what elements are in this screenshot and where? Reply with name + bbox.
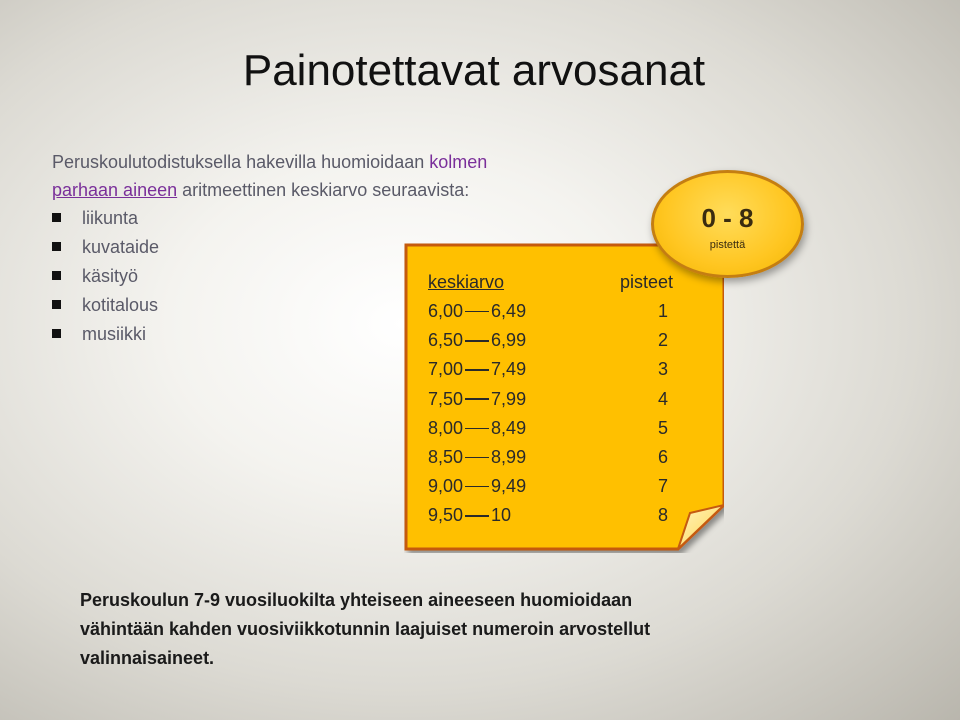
range-dash: [465, 486, 489, 488]
range-dash: [465, 428, 489, 430]
range-to: 8,99: [491, 446, 527, 467]
intro-text-part2: aritmeettinen keskiarvo seuraavista:: [177, 180, 470, 200]
average-range: [428, 414, 526, 443]
table-row: [428, 414, 673, 443]
list-item: [52, 320, 159, 349]
footer-note: Peruskoulun 7-9 vuosiluokilta yhteiseen aineeseen huomioidaan vähintään kahden vuosiviikkotunnin laajuiset numeroin arvostellut valinnaisaineet.: [80, 590, 651, 668]
square-bullet-icon: [52, 329, 61, 338]
range-from: 6,00: [428, 301, 464, 321]
table-row: [428, 385, 673, 414]
subject-list: [52, 204, 159, 349]
badge-label: pistettä: [709, 239, 746, 251]
points-value: 8: [657, 505, 668, 526]
average-range: [428, 355, 526, 384]
table-header: [428, 267, 673, 297]
range-to: 6,49: [491, 301, 527, 321]
range-dash: [465, 340, 489, 342]
range-to: 7,99: [491, 388, 527, 409]
range-to: 10: [491, 505, 512, 526]
average-range: [428, 297, 526, 326]
table-row: [428, 443, 673, 472]
intro-text-part1: Peruskoulutodistuksella hakevilla huomioidaan: [52, 152, 430, 172]
slide-title-text: Painotettavat arvosanat: [242, 46, 706, 95]
subject-label: käsityö: [82, 266, 139, 286]
table-row: [428, 355, 673, 384]
average-range: [428, 472, 526, 501]
table-row: [428, 472, 673, 501]
list-item: [52, 262, 159, 291]
range-from: 8,00: [428, 417, 464, 438]
points-value: 1: [657, 301, 668, 321]
subject-label: kotitalous: [82, 295, 159, 315]
average-range: [428, 326, 526, 355]
average-range: [428, 443, 526, 472]
range-to: 9,49: [491, 476, 527, 497]
range-from: 7,00: [428, 359, 464, 380]
table-row: [428, 501, 673, 530]
average-range: [428, 501, 511, 530]
points-value: 3: [657, 359, 668, 380]
subject-label: liikunta: [82, 208, 139, 228]
range-from: 8,50: [428, 446, 464, 467]
points-table-note: [404, 243, 724, 553]
list-item: [52, 233, 159, 262]
points-table: [428, 267, 673, 531]
square-bullet-icon: [52, 242, 61, 251]
range-dash: [465, 311, 489, 313]
range-from: 7,50: [428, 388, 464, 409]
square-bullet-icon: [52, 271, 61, 280]
points-value: 6: [657, 446, 668, 467]
badge-range: 0 - 8: [701, 203, 754, 233]
range-dash: [465, 369, 489, 371]
list-item: [52, 204, 159, 233]
list-item: [52, 291, 159, 320]
points-value: 4: [657, 388, 668, 409]
range-to: 7,49: [491, 359, 527, 380]
range-to: 6,99: [491, 330, 527, 351]
range-from: 6,50: [428, 330, 464, 351]
square-bullet-icon: [52, 213, 61, 222]
intro-highlight-kolmen: kolmen: [429, 152, 488, 172]
points-range-badge: [651, 170, 804, 278]
table-body: [428, 297, 673, 531]
range-from: 9,00: [428, 476, 464, 497]
header-keskiarvo: keskiarvo: [428, 272, 505, 292]
range-dash: [465, 457, 489, 459]
range-dash: [465, 398, 489, 400]
table-row: [428, 297, 673, 326]
points-value: 2: [657, 330, 668, 351]
slide-title: [0, 46, 960, 96]
subject-label: musiikki: [82, 324, 147, 344]
intro-paragraph: [52, 148, 612, 204]
intro-highlight-parhaan-aineen[interactable]: parhaan aineen: [52, 180, 178, 200]
points-value: 5: [657, 417, 668, 438]
range-dash: [465, 515, 489, 517]
range-to: 8,49: [491, 417, 527, 438]
header-pisteet: pisteet: [619, 272, 673, 292]
average-range: [428, 385, 526, 414]
subject-label: kuvataide: [82, 237, 160, 257]
points-value: 7: [657, 476, 668, 497]
range-from: 9,50: [428, 505, 464, 526]
table-row: [428, 326, 673, 355]
square-bullet-icon: [52, 300, 61, 309]
